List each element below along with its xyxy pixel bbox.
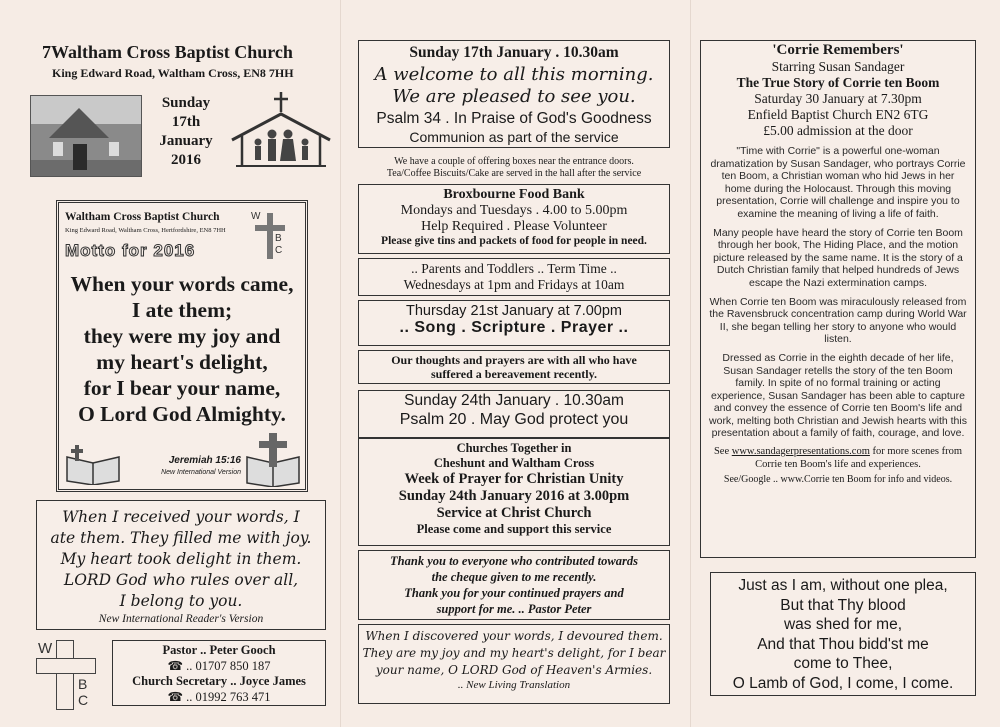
wbc-logo-large: W B C <box>36 640 98 710</box>
foodbank-note: Please give tins and packets of food for people in need. <box>381 235 647 247</box>
open-book-cross-icon <box>245 431 301 487</box>
psalm-34: Psalm 34 . In Praise of God's Goodness <box>376 110 652 127</box>
motto-verse: When your words came, I ate them; they were my joy and my heart's delight, for I bear your name, O Lord God Almighty. <box>70 272 294 426</box>
sandager-link[interactable]: www.sandagerpresentations.com <box>731 446 870 458</box>
unity-line3: Week of Prayer for Christian Unity <box>404 471 624 487</box>
motto-small-address: King Edward Road, Waltham Cross, Hertfordshire, EN8 7HH <box>65 227 226 234</box>
hymn-line: Just as I am, without one plea, <box>738 577 948 594</box>
secretary-name: Church Secretary .. Joyce James <box>132 674 306 688</box>
toddlers-box <box>358 258 670 296</box>
hymn-line: come to Thee, <box>793 655 893 672</box>
church-photo <box>30 95 142 177</box>
offering-note: We have a couple of offering boxes near the entrance doors. Tea/Coffee Biscuits/Cake are served in the hall after the service <box>386 156 642 179</box>
reader-verse-version: New International Reader's Version <box>98 613 264 625</box>
nlt-verse-line: your name, O LORD God of Heaven's Armies. <box>375 663 653 677</box>
date-day: Sunday <box>161 95 211 111</box>
thanks-line: the cheque given to me recently. <box>431 570 597 584</box>
motto-heading: Motto for 2016 <box>65 241 196 260</box>
motto-version: New International Version <box>161 469 241 476</box>
nlt-verse-line: They are my joy and my heart's delight, for I bear <box>362 646 666 660</box>
thanks-line: Thank you to everyone who contributed towards <box>390 554 638 568</box>
toddlers-line1: .. Parents and Toddlers .. Term Time .. <box>411 261 617 276</box>
unity-line5: Service at Christ Church <box>436 505 592 521</box>
thursday-line2: .. Song . Scripture . Prayer .. <box>399 319 629 336</box>
church-address: King Edward Road, Waltham Cross, EN8 7HH <box>52 66 294 80</box>
foodbank-title: Broxbourne Food Bank <box>443 187 585 202</box>
contacts-box <box>112 640 326 706</box>
corrie-para1: "Time with Corrie" is a powerful one-woman dramatization by Susan Sandager, who portrays Corrie ten Boom, a Christian woman who hid Jews in her home during the Holocaust. Through this moving presentation, Corrie will challenge and inspire you to examine the meaning of living a life of faith. <box>710 145 966 220</box>
psalm-20: Psalm 20 . May God protect you <box>399 411 629 428</box>
thanks-line: Thank you for your continued prayers and <box>404 586 624 600</box>
nlt-verse-box <box>358 624 670 704</box>
motto-reference: Jeremiah 15:16 <box>168 455 241 466</box>
reader-verse-line: When I received your words, I <box>62 508 300 526</box>
service-date-block <box>150 94 222 170</box>
bereavement-text: Our thoughts and prayers are with all who have suffered a bereavement recently. <box>391 353 637 381</box>
unity-line2: Cheshunt and Waltham Cross <box>433 456 595 470</box>
bible-icon <box>65 443 121 485</box>
welcome-line: A welcome to all this morning. <box>374 64 654 85</box>
corrie-box <box>700 40 976 558</box>
unity-line1: Churches Together in <box>456 441 572 455</box>
reader-verse-box <box>36 500 326 630</box>
corrie-subtitle: The True Story of Corrie ten Boom <box>736 75 940 90</box>
motto-church-name: Waltham Cross Baptist Church <box>65 211 220 223</box>
foodbank-box <box>358 184 670 254</box>
hymn-line: And that Thou bidd'st me <box>757 635 929 653</box>
toddlers-line2: Wednesdays at 1pm and Fridays at 10am <box>403 277 625 292</box>
corrie-price: £5.00 admission at the door <box>763 123 913 138</box>
fold-line-right <box>690 0 691 727</box>
corrie-see-note: See www.sandagerpresentations.com for more scenes from Corrie ten Boom's life and experiences. <box>713 446 963 471</box>
church-title: 7Waltham Cross Baptist Church <box>42 42 293 62</box>
thanks-line: support for me. .. Pastor Peter <box>436 602 592 616</box>
reader-verse-line: ate them. They filled me with joy. <box>50 529 312 547</box>
corrie-starring: Starring Susan Sandager <box>771 59 905 74</box>
unity-line6: Please come and support this service <box>416 522 612 536</box>
nlt-version: .. New Living Translation <box>457 679 571 691</box>
date-year: 2016 <box>171 152 201 168</box>
service-24jan-box <box>358 390 670 438</box>
thursday-box <box>358 300 670 346</box>
hymn-line: O Lamb of God, I come, I come. <box>732 674 954 692</box>
church-family-icon <box>228 90 334 170</box>
service-17jan-box <box>358 40 670 148</box>
corrie-google-note: See/Google .. www.Corrie ten Boom for info and videos. <box>723 474 953 486</box>
wbc-logo-small: W B C <box>253 211 293 261</box>
unity-box <box>358 438 670 546</box>
reader-verse-line: I belong to you. <box>119 592 243 610</box>
pastor-name: Pastor .. Peter Gooch <box>162 643 276 657</box>
hymn-line: But that Thy blood <box>780 596 906 614</box>
corrie-venue: Enfield Baptist Church EN2 6TG <box>747 107 929 122</box>
reader-verse-line: LORD God who rules over all, <box>63 571 299 589</box>
reader-verse-line: My heart took delight in them. <box>60 550 302 568</box>
thanks-box <box>358 550 670 620</box>
motto-card <box>56 200 308 492</box>
corrie-para2: Many people have heard the story of Corrie ten Boom through her book, The Hiding Place, and the motion picture released by the same name. It is the story of a Dutch Christian family that helped hundreds of Jews escape the Nazi extermination camps. <box>713 226 963 289</box>
hymn-box <box>710 572 976 696</box>
secretary-phone: ☎ .. 01992 763 471 <box>167 689 271 704</box>
service-24jan-date: Sunday 24th January . 10.30am <box>404 392 624 409</box>
unity-line4: Sunday 24th January 2016 at 3.00pm <box>398 488 630 504</box>
date-ordinal: 17th <box>171 114 201 130</box>
fold-line-left <box>340 0 341 727</box>
corrie-para4: Dressed as Corrie in the eighth decade of her life, Susan Sandager retells the story of the ten Boom family. In spite of no formal training or acting experience, Susan Sandager has been able to capture and convey the essence of Corrie ten Boom's life and work, melting both Christian and Jewish hearts with this presentation about a family of faith, courage, and love. <box>709 351 967 440</box>
pastor-phone: ☎ .. 01707 850 187 <box>167 658 271 673</box>
welcome-line: We are pleased to see you. <box>392 86 636 107</box>
corrie-para3: When Corrie ten Boom was miraculously released from the Ravensbruck concentration camp during World War II, she began telling her story to anyone who would listen. <box>709 295 967 346</box>
foodbank-help: Help Required . Please Volunteer <box>421 219 607 234</box>
thursday-line1: Thursday 21st January at 7.00pm <box>405 303 622 319</box>
bereavement-box <box>358 350 670 384</box>
service-17jan-date: Sunday 17th January . 10.30am <box>409 44 619 61</box>
foodbank-hours: Mondays and Tuesdays . 4.00 to 5.00pm <box>400 203 628 218</box>
date-month: January <box>159 133 213 149</box>
nlt-verse-line: When I discovered your words, I devoured them. <box>365 629 663 643</box>
hymn-line: was shed for me, <box>783 616 903 633</box>
communion-note: Communion as part of the service <box>409 129 619 145</box>
corrie-date: Saturday 30 January at 7.30pm <box>754 91 922 106</box>
corrie-title: 'Corrie Remembers' <box>772 42 904 58</box>
